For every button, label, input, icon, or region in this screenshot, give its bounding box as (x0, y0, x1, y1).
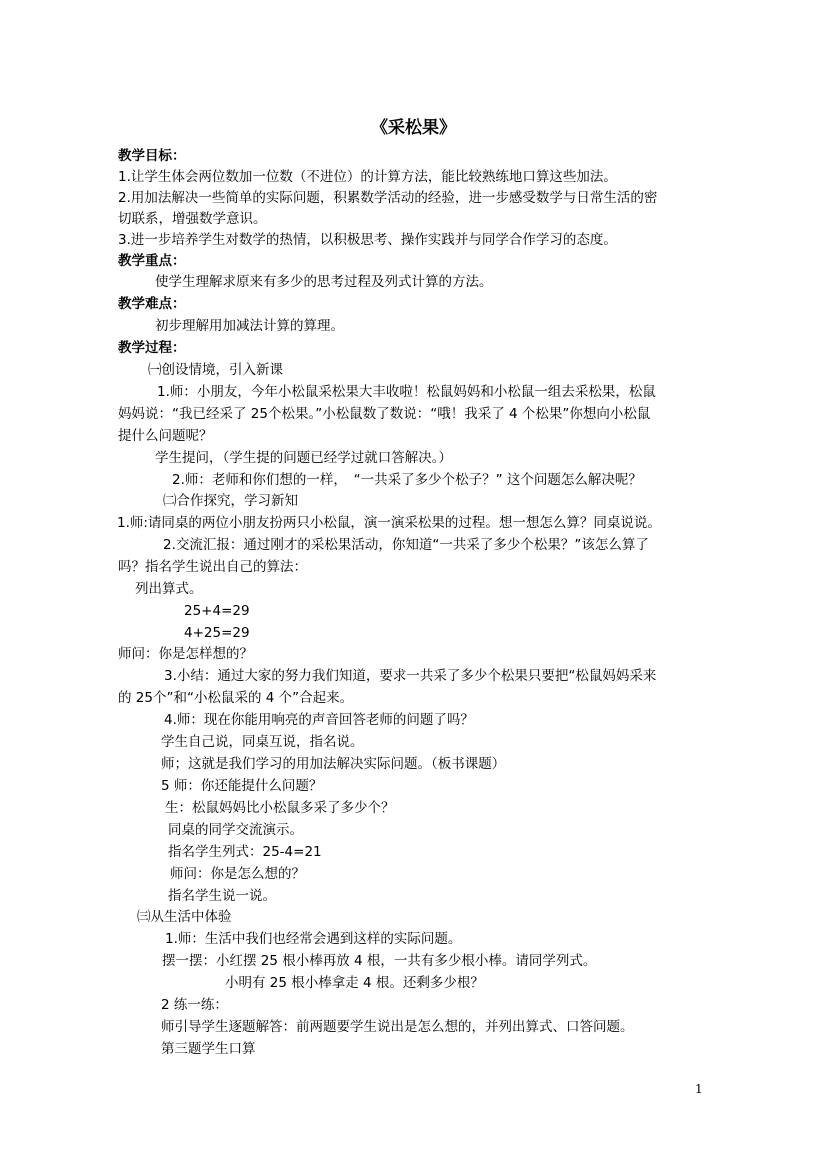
text-line: 师问：你是怎么想的？ (170, 866, 305, 882)
text-line: 2.用加法解决一些简单的实际问题，积累数学活动的经验，进一步感受数学与日常生活的密 (118, 190, 658, 206)
text-line: 4.师：现在你能用响亮的声音回答老师的问题了吗？ (164, 712, 474, 728)
text-line: 师问：你是怎样想的？ (118, 646, 253, 662)
text-line: 生：松鼠妈妈比小松鼠多采了多少个？ (165, 800, 395, 816)
text-line: 小明有 25 根小棒拿走 4 根。还剩多少根？ (225, 975, 484, 991)
text-line: 3.小结：通过大家的努力我们知道，要求一共采了多少个松果只要把“松鼠妈妈采来 (164, 668, 657, 684)
text-line: 指名学生列式：25-4=21 (168, 844, 322, 860)
text-line: 列出算式。 (135, 581, 203, 597)
text-line: 2 练一练： (161, 997, 228, 1013)
section-heading-process: 教学过程： (118, 340, 186, 356)
text-line: 切联系，增强数学意识。 (118, 211, 267, 227)
text-line: 吗？指名学生说出自己的算法： (118, 559, 307, 575)
subsection-heading: ㈠创设情境，引入新课 (148, 362, 283, 378)
page-number: 1 (695, 1082, 703, 1096)
section-heading-key-points: 教学重点： (118, 253, 186, 269)
text-line: 1.师：生活中我们也经常会遇到这样的实际问题。 (165, 931, 462, 947)
text-line: 5 师：你还能提什么问题？ (161, 778, 323, 794)
text-line: 学生自己说，同桌互说，指名说。 (161, 734, 364, 750)
text-line: 1.让学生体会两位数加一位数（不进位）的计算方法，能比较熟练地口算这些加法。 (118, 169, 617, 185)
text-line: 初步理解用加减法计算的算理。 (155, 318, 344, 334)
text-line: 使学生理解求原来有多少的思考过程及列式计算的方法。 (155, 274, 493, 290)
text-line: 1.师：小朋友，今年小松鼠采松果大丰收啦！松鼠妈妈和小松鼠一组去采松果，松鼠 (157, 384, 656, 400)
text-line: 1.师:请同桌的两位小朋友扮两只小松鼠，演一演采松果的过程。想一想怎么算？同桌说说。 (117, 515, 661, 531)
subsection-heading: ㈢从生活中体验 (137, 909, 232, 925)
equation: 25+4=29 (184, 603, 250, 619)
text-line: 同桌的同学交流演示。 (168, 822, 303, 838)
equation: 4+25=29 (184, 625, 250, 641)
text-line: 3.进一步培养学生对数学的热情，以积极思考、操作实践并与同学合作学习的态度。 (118, 232, 617, 248)
section-heading-difficulties: 教学难点： (118, 296, 186, 312)
text-line: 摆一摆：小红摆 25 根小棒再放 4 根，一共有多少根小棒。请同学列式。 (162, 953, 597, 969)
text-line: 妈妈说：“我已经采了 25个松果。”小松鼠数了数说：“哦！我采了 4 个松果”你想向小松鼠 (118, 406, 651, 422)
text-line: 学生提问，（学生提的问题已经学过就口答解决。） (155, 450, 452, 466)
text-line: 第三题学生口算 (161, 1041, 256, 1057)
text-line: 提什么问题呢？ (118, 428, 213, 444)
document-title: 《采松果》 (371, 118, 456, 138)
text-line: 的 25个”和“小松鼠采的 4 个”合起来。 (118, 690, 354, 706)
text-line: 2.交流汇报：通过刚才的采松果活动，你知道“一共采了多少个松果？”该怎么算了 (163, 537, 649, 553)
section-heading-goals: 教学目标： (118, 148, 186, 164)
text-line: 指名学生说一说。 (168, 888, 276, 904)
text-line: 师；这就是我们学习的用加法解决实际问题。（板书课题） (161, 756, 506, 772)
text-line: 2.师：老师和你们想的一样， “一共采了多少个松子？” 这个问题怎么解决呢？ (172, 472, 642, 488)
text-line: 师引导学生逐题解答：前两题要学生说出是怎么想的，并列出算式、口答问题。 (161, 1019, 634, 1035)
subsection-heading: ㈡合作探究，学习新知 (163, 493, 298, 509)
